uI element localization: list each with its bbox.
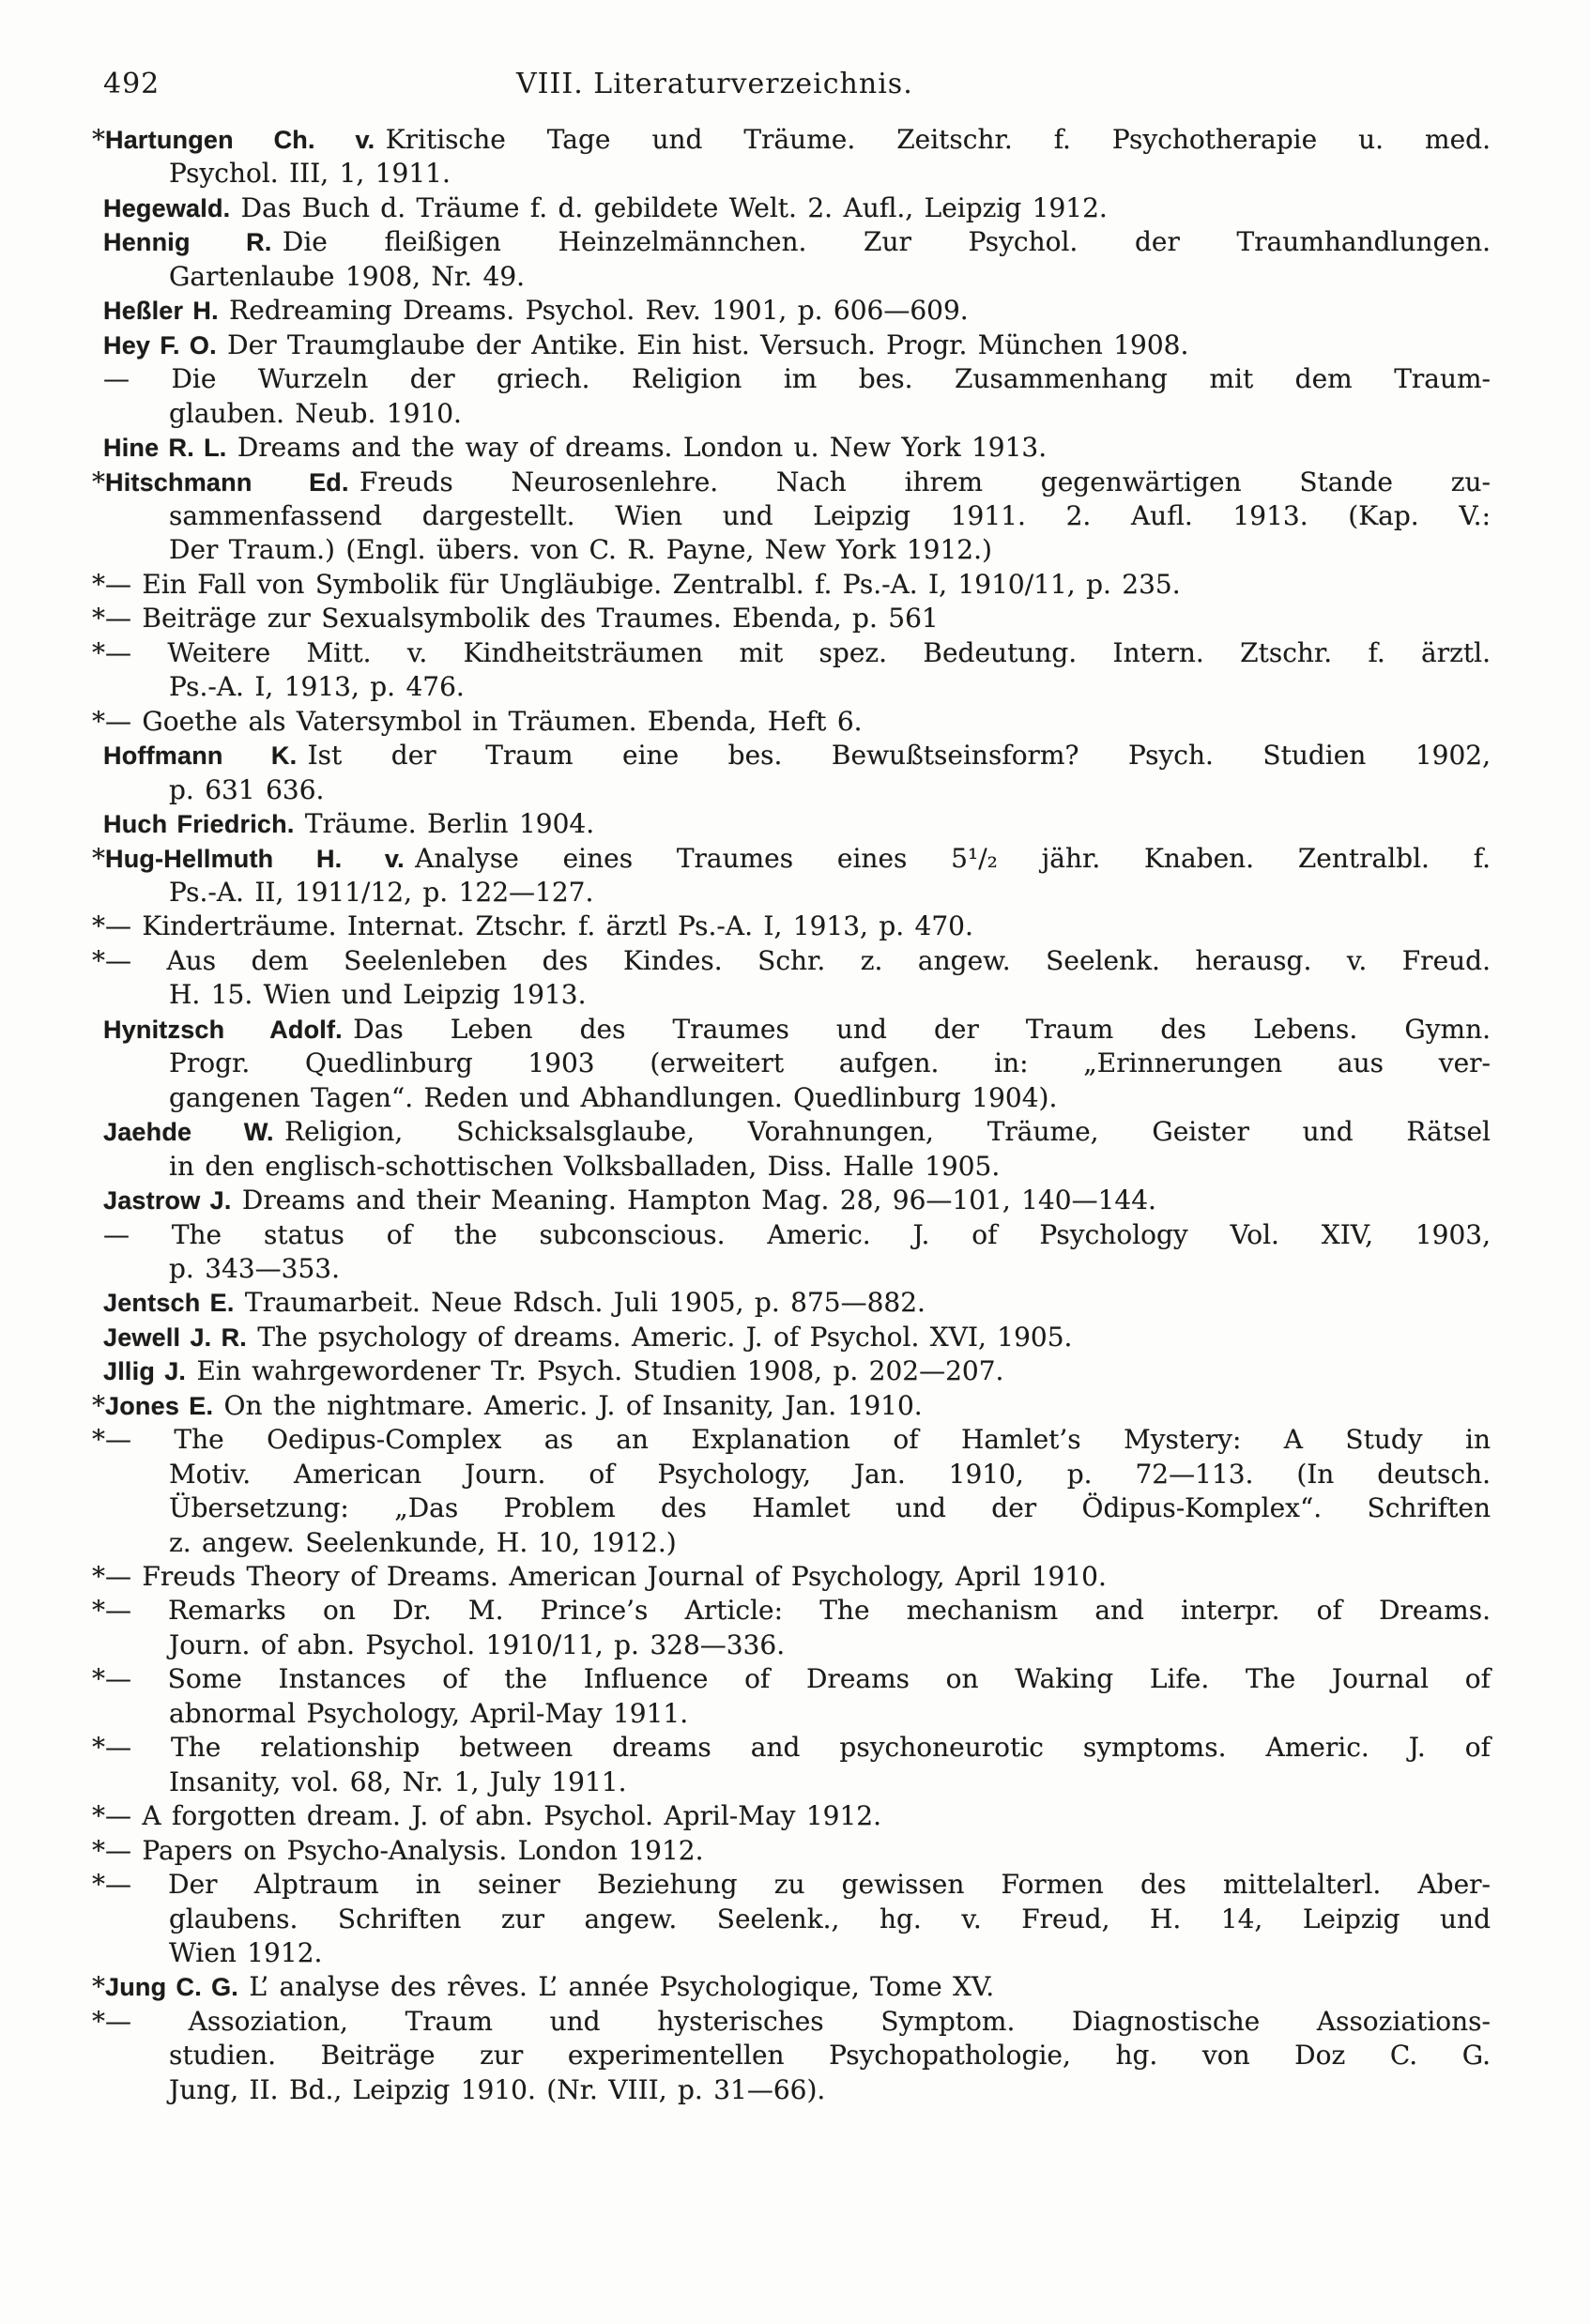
entry-line: H. 15. Wien und Leipzig 1913. [169,979,587,1011]
entry-author: Hey F. O. [103,330,217,359]
entry-line [92,2005,1491,2039]
page-header [103,68,1492,105]
bibliography-entry [103,1286,1491,1320]
entry-line [103,225,1491,259]
entry-line [92,1731,1491,1765]
bibliography-entry [103,1218,1491,1287]
entry-text: — The Oedipus-Complex as an Explanation of Hamlet’s Mystery: A Study in [105,1424,1491,1456]
asterisk-marker: * [92,1800,105,1832]
bibliography-entry [92,466,1491,568]
entry-text: — Goethe als Vatersymbol in Träumen. Ebenda, Heft 6. [105,705,863,737]
entry-text: Ist der Traum eine bes. Bewußtseinsform? Psych. Studien 1902, [307,740,1492,772]
entry-line: Gartenlaube 1908, Nr. 49. [169,260,526,292]
entry-author: Hoffmann K. [103,742,298,771]
entry-line [92,705,1491,739]
page-number: 492 [103,68,161,100]
bibliography-entry [92,842,1491,910]
entry-line [103,362,1491,396]
entry-text: — The relationship between dreams and psychoneurotic symptoms. Americ. J. of [105,1732,1491,1764]
entry-text: Kritische Tage und Träume. Zeitschr. f. Psychotherapie u. med. [385,124,1491,155]
entry-line [92,1594,1491,1628]
entry-text: — A forgotten dream. J. of abn. Psychol. April-May 1912. [105,1800,882,1832]
bibliography-entry [92,1389,1491,1423]
entry-text: Analyse eines Traumes eines 5¹/₂ jähr. Knaben. Zentralbl. f. [415,842,1491,874]
entry-line [92,1560,1491,1594]
entry-author: Hegewald. [103,193,231,222]
entry-author: Jentsch E. [103,1289,235,1318]
entry-line [103,329,1491,362]
asterisk-marker: * [92,1389,105,1421]
bibliography-entry [92,568,1491,602]
entry-text: L’ analyse des rêves. L’ année Psychologique, Tome XV. [249,1971,995,2003]
entry-author: Jllig J. [103,1357,187,1386]
entry-line: Journ. of abn. Psychol. 1910/11, p. 328—336. [169,1628,786,1660]
entry-text: Ein wahrgewordener Tr. Psych. Studien 1908, p. 202—207. [196,1355,1004,1387]
entry-line [103,1218,1491,1252]
entry-line: abnormal Psychology, April-May 1911. [169,1697,689,1729]
entry-text: — Die Wurzeln der griech. Religion im bes. Zusammenhang mit dem Traum- [103,363,1491,395]
entry-text: Traumarbeit. Neue Rdsch. Juli 1905, p. 875—882. [244,1287,926,1319]
entry-line: studien. Beiträge zur experimentellen Psychopathologie, hg. von Doz C. G. [169,2040,1491,2072]
asterisk-marker: * [92,944,105,976]
entry-line: Der Traum.) (Engl. übers. von C. R. Payne, New York 1912.) [169,534,992,566]
entry-text: Der Traumglaube der Antike. Ein hist. Versuch. Progr. München 1908. [227,329,1189,360]
bibliography-entry [92,1868,1491,1970]
entry-line [92,123,1491,157]
bibliography-entry [103,1184,1491,1217]
entry-line [92,636,1491,670]
entry-line [103,1321,1491,1354]
entry-author: Jaehde W. [103,1118,274,1147]
entry-line [103,739,1491,772]
asterisk-marker: * [92,1595,105,1627]
asterisk-marker: * [92,910,105,942]
bibliography-entry [92,1594,1491,1662]
bibliography-entry [103,362,1491,431]
asterisk-marker: * [92,1834,105,1866]
entry-author: Huch Friedrich. [103,810,295,839]
entry-line: Übersetzung: „Das Problem des Hamlet und der Ödipus-Komplex“. Schriften [169,1492,1491,1524]
entry-line [92,1799,1491,1833]
bibliography-entry [92,1799,1491,1833]
entry-line [92,568,1491,602]
bibliography-entry [92,1970,1491,2004]
asterisk-marker: * [92,2005,105,2037]
bibliography-entry [103,807,1491,841]
bibliography-entry [92,602,1491,635]
entry-line: z. angew. Seelenkunde, H. 10, 1912.) [169,1526,677,1558]
asterisk-marker: * [92,842,105,874]
entry-text: — Der Alptraum in seiner Beziehung zu gewissen Formen des mittelalterl. Aber- [105,1869,1491,1901]
entry-text: — Ein Fall von Symbolik für Ungläubige. Zentralbl. f. Ps.-A. I, 1910/11, p. 235. [105,568,1181,600]
entry-author: Hug-Hellmuth H. v. [105,844,405,873]
bibliography-entry [103,431,1491,465]
entry-line [103,1184,1491,1217]
bibliography-entry [92,705,1491,739]
entry-line: Motiv. American Journ. of Psychology, Jan. 1910, p. 72—113. (In deutsch. [169,1458,1491,1490]
entry-line [92,1389,1491,1423]
asterisk-marker: * [92,1732,105,1764]
asterisk-marker: * [92,1971,105,2003]
entry-text: Träume. Berlin 1904. [304,808,595,840]
entry-line: Ps.-A. II, 1911/12, p. 122—127. [169,876,594,908]
entry-author: Hitschmann Ed. [105,467,349,497]
bibliography-entry [103,1115,1491,1184]
entry-author: Jewell J. R. [103,1323,247,1352]
bibliography-entry [103,739,1491,807]
bibliography-entry [103,329,1491,362]
entry-line [92,1834,1491,1868]
bibliography-entry [92,910,1491,943]
bibliography-entry [92,944,1491,1013]
entry-line [92,910,1491,943]
bibliography-entry [92,1731,1491,1799]
entry-line [92,1970,1491,2004]
asterisk-marker: * [92,705,105,737]
bibliography-entry [92,1560,1491,1594]
entry-line [103,1286,1491,1320]
entry-text: Das Leben des Traumes und der Traum des Lebens. Gymn. [353,1013,1491,1045]
entry-text: — Some Instances of the Influence of Dreams on Waking Life. The Journal of [105,1663,1491,1695]
entry-text: Religion, Schicksalsglaube, Vorahnungen, Träume, Geister und Rätsel [284,1116,1491,1148]
asterisk-marker: * [92,124,105,155]
entry-line [103,1354,1491,1388]
entry-text: On the nightmare. Americ. J. of Insanity, Jan. 1910. [223,1389,923,1421]
entry-text: — Aus dem Seelenleben des Kindes. Schr. z. angew. Seelenk. herausg. v. Freud. [105,944,1491,976]
bibliography-entry [92,636,1491,705]
entry-line [103,807,1491,841]
entry-line [92,1423,1491,1457]
bibliography-entry [103,1354,1491,1388]
bibliography-entry [92,123,1491,191]
asterisk-marker: * [92,568,105,600]
entry-text: Dreams and the way of dreams. London u. New York 1913. [237,432,1048,464]
entry-text: Das Buch d. Träume f. d. gebildete Welt. 2. Aufl., Leipzig 1912. [240,191,1108,223]
entry-line [92,602,1491,635]
bibliography-entry [92,2005,1491,2107]
entry-text: — Assoziation, Traum und hysterisches Symptom. Diagnostische Assoziations- [105,2005,1491,2037]
entry-line: gangenen Tagen“. Reden und Abhandlungen. Quedlinburg 1904). [169,1081,1058,1113]
entry-line: glauben. Neub. 1910. [169,397,462,429]
asterisk-marker: * [92,1561,105,1593]
entry-text: Die fleißigen Heinzelmännchen. Zur Psychol. der Traumhandlungen. [282,226,1491,258]
bibliography-entry [103,1321,1491,1354]
entry-text: Dreams and their Meaning. Hampton Mag. 28, 96—101, 140—144. [241,1185,1156,1216]
entry-line [103,1013,1491,1047]
entry-line: p. 631 636. [169,773,325,805]
entry-text: Freuds Neurosenlehre. Nach ihrem gegenwärtigen Stande zu- [360,466,1491,497]
entry-text: — Freuds Theory of Dreams. American Journal of Psychology, April 1910. [105,1561,1107,1593]
entry-text: The psychology of dreams. Americ. J. of Psychol. XVI, 1905. [257,1321,1073,1353]
entry-line [103,1115,1491,1149]
entry-author: Hine R. L. [103,434,227,463]
entry-author: Hennig R. [103,228,272,257]
entry-author: Heßler H. [103,297,219,326]
entry-line: in den englisch-schottischen Volksballaden, Diss. Halle 1905. [169,1150,1001,1182]
asterisk-marker: * [92,1424,105,1456]
bibliography-entry [103,1013,1491,1115]
bibliography-entry [92,1662,1491,1731]
entry-line [92,466,1491,499]
entry-line: Progr. Quedlinburg 1903 (erweitert aufgen. in: „Erinnerungen aus ver- [169,1047,1491,1079]
asterisk-marker: * [92,603,105,635]
entry-line: sammenfassend dargestellt. Wien und Leipzig 1911. 2. Aufl. 1913. (Kap. V.: [169,499,1491,531]
entry-line: Jung, II. Bd., Leipzig 1910. (Nr. VIII, p. 31—66). [169,2073,826,2105]
entry-line: Psychol. III, 1, 1911. [169,158,451,190]
entry-author: Jones E. [105,1391,214,1420]
entry-line: glaubens. Schriften zur angew. Seelenk., hg. v. Freud, H. 14, Leipzig und [169,1903,1491,1934]
bibliography-entry [92,1423,1491,1560]
asterisk-marker: * [92,1663,105,1695]
entry-line [92,1868,1491,1902]
entry-text: — Papers on Psycho-Analysis. London 1912. [105,1834,704,1866]
entry-author: Hynitzsch Adolf. [103,1015,343,1044]
entry-text: — The status of the subconscious. Americ. J. of Psychology Vol. XIV, 1903, [103,1218,1491,1250]
bibliography-list [92,123,1492,2107]
entry-text: Redreaming Dreams. Psychol. Rev. 1901, p. 606—609. [229,295,969,327]
entry-text: — Remarks on Dr. M. Prince’s Article: The mechanism and interpr. of Dreams. [105,1595,1491,1627]
entry-text: — Weitere Mitt. v. Kindheitsträumen mit spez. Bedeutung. Intern. Ztschr. f. ärztl. [105,636,1491,668]
entry-line: Insanity, vol. 68, Nr. 1, July 1911. [169,1766,627,1797]
entry-line: Wien 1912. [169,1937,323,1969]
bibliography-entry [92,1834,1491,1868]
entry-line [103,431,1491,465]
asterisk-marker: * [92,1869,105,1901]
entry-text: — Beiträge zur Sexualsymbolik des Traumes. Ebenda, p. 561 [105,603,939,635]
asterisk-marker: * [92,636,105,668]
asterisk-marker: * [92,466,105,497]
entry-line [92,944,1491,978]
entry-author: Hartungen Ch. v. [105,126,375,154]
bibliography-entry [103,191,1491,225]
entry-author: Jung C. G. [105,1973,238,2002]
bibliography-entry [103,294,1491,328]
entry-author: Jastrow J. [103,1186,232,1216]
running-title: VIII. Literaturverzeichnis. [516,68,913,100]
entry-line: Ps.-A. I, 1913, p. 476. [169,671,465,703]
entry-line [103,294,1491,328]
entry-text: — Kinderträume. Internat. Ztschr. f. ärztl Ps.-A. I, 1913, p. 470. [105,910,973,942]
entry-line [103,191,1491,225]
entry-line [92,842,1491,876]
entry-line [92,1662,1491,1696]
bibliography-entry [103,225,1491,294]
entry-line: p. 343—353. [169,1252,341,1284]
